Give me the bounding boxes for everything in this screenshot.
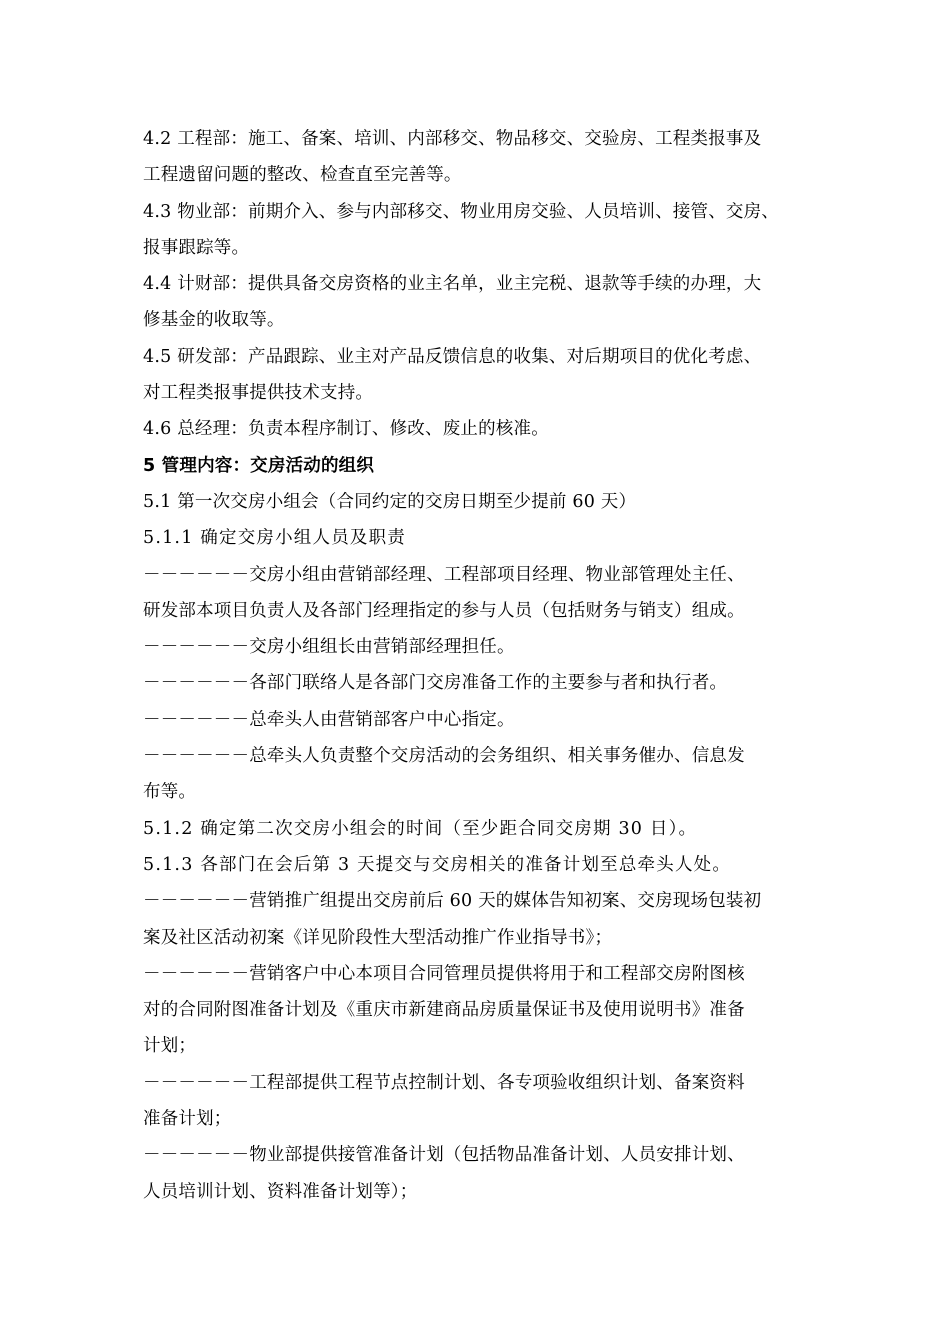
text-line: －－－－－－总牵头人由营销部客户中心指定。 bbox=[143, 709, 515, 730]
text-line: 工程遗留问题的整改、检查直至完善等。 bbox=[143, 165, 462, 186]
text-line: －－－－－－各部门联络人是各部门交房准备工作的主要参与者和执行者。 bbox=[143, 673, 728, 694]
text-line: 修基金的收取等。 bbox=[143, 310, 285, 331]
text-line: 布等。 bbox=[143, 782, 197, 803]
text-line: 计划； bbox=[143, 1036, 197, 1057]
text-line: 准备计划； bbox=[143, 1109, 232, 1130]
text-line: 4.4 计财部：提供具备交房资格的业主名单，业主完税、退款等手续的办理，大 bbox=[143, 274, 762, 295]
text-line: －－－－－－营销推广组提出交房前后 60 天的媒体告知初案、交房现场包装初 bbox=[143, 891, 762, 912]
text-line: －－－－－－总牵头人负责整个交房活动的会务组织、相关事务催办、信息发 bbox=[143, 746, 745, 767]
text-line: 人员培训计划、资料准备计划等）； bbox=[143, 1181, 418, 1202]
text-line: 案及社区活动初案《详见阶段性大型活动推广作业指导书》； bbox=[143, 927, 613, 948]
section-heading: 5 管理内容：交房活动的组织 bbox=[143, 455, 375, 476]
text-line: 5.1.1 确定交房小组人员及职责 bbox=[143, 528, 406, 549]
text-line: 5.1.3 各部门在会后第 3 天提交与交房相关的准备计划至总牵头人处。 bbox=[143, 854, 732, 875]
text-line: 5.1.2 确定第二次交房小组会的时间（至少距合同交房期 30 日）。 bbox=[143, 818, 698, 839]
text-line: 4.6 总经理：负责本程序制订、修改、废止的核准。 bbox=[143, 419, 549, 440]
text-line: 4.2 工程部：施工、备案、培训、内部移交、物品移交、交验房、工程类报事及 bbox=[143, 129, 762, 149]
text-line: 4.5 研发部：产品跟踪、业主对产品反馈信息的收集、对后期项目的优化考虑、 bbox=[143, 346, 762, 367]
text-line: －－－－－－物业部提供接管准备计划（包括物品准备计划、人员安排计划、 bbox=[143, 1145, 745, 1166]
text-line: 报事跟踪等。 bbox=[143, 237, 250, 258]
text-line: －－－－－－交房小组由营销部经理、工程部项目经理、物业部管理处主任、 bbox=[143, 564, 745, 585]
text-line: －－－－－－营销客户中心本项目合同管理员提供将用于和工程部交房附图核 bbox=[143, 963, 745, 984]
text-line: 对的合同附图准备计划及《重庆市新建商品房质量保证书及使用说明书》准备 bbox=[143, 1000, 745, 1021]
text-line: 对工程类报事提供技术支持。 bbox=[143, 383, 374, 404]
text-line: －－－－－－工程部提供工程节点控制计划、各专项验收组织计划、备案资料 bbox=[143, 1072, 745, 1093]
text-line: 5.1 第一次交房小组会（合同约定的交房日期至少提前 60 天） bbox=[143, 491, 637, 512]
text-line: 研发部本项目负责人及各部门经理指定的参与人员（包括财务与销支）组成。 bbox=[143, 600, 745, 621]
document-page bbox=[143, 121, 823, 1210]
text-line: －－－－－－交房小组组长由营销部经理担任。 bbox=[143, 637, 515, 658]
text-line: 4.3 物业部：前期介入、参与内部移交、物业用房交验、人员培训、接管、交房、 bbox=[143, 201, 779, 222]
